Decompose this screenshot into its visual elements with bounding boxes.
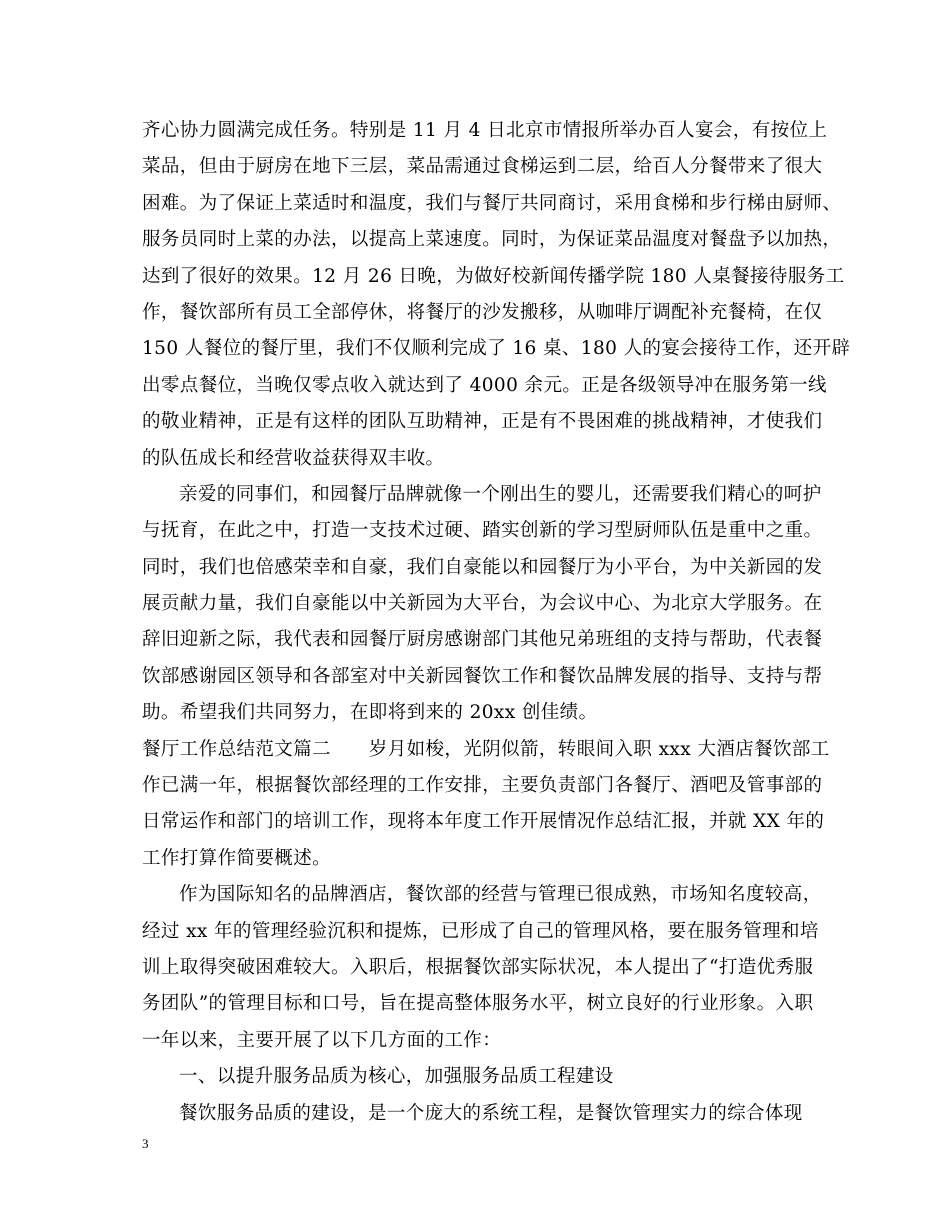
text-line: 作为国际知名的品牌酒店，餐饮部的经营与管理已很成熟，市场知名度较高， bbox=[179, 884, 822, 906]
text-line: 出零点餐位，当晚仅零点收入就达到了 4000 余元。正是各级领导冲在服务第一线 bbox=[142, 374, 827, 396]
text-line: 作，餐饮部所有员工全部停休，将餐厅的沙发搬移，从咖啡厅调配补充餐椅，在仅 bbox=[142, 301, 823, 323]
body-text bbox=[142, 113, 851, 1132]
text-line: 日常运作和部门的培训工作，现将本年度工作开展情况作总结汇报，并就 XX 年的 bbox=[142, 811, 825, 833]
text-line: 辞旧迎新之际，我代表和园餐厅厨房感谢部门其他兄弟班组的支持与帮助，代表餐 bbox=[142, 629, 823, 651]
text-line: 经过 xx 年的管理经验沉积和提炼，已形成了自己的管理风格，要在服务管理和培 bbox=[142, 920, 819, 942]
text-line: 齐心协力圆满完成任务。特别是 11 月 4 日北京市情报所举办百人宴会，有按位上 bbox=[142, 120, 828, 141]
text-line: 的队伍成长和经营收益获得双丰收。 bbox=[142, 447, 445, 469]
text-line: 亲爱的同事们，和园餐厅品牌就像一个刚出生的婴儿，还需要我们精心的呵护 bbox=[179, 483, 822, 505]
text-line: 达到了很好的效果。12 月 26 日晚，为做好校新闻传播学院 180 人桌餐接待服务工 bbox=[142, 265, 845, 287]
text-line: 助。希望我们共同努力，在即将到来的 20xx 创佳绩。 bbox=[142, 702, 598, 724]
page-number: 3 bbox=[142, 1136, 149, 1151]
section-heading-line: 餐厅工作总结范文篇二 岁月如梭，光阴似箭，转眼间入职 xxx 大酒店餐饮部工 bbox=[142, 738, 830, 760]
text-line: 菜品，但由于厨房在地下三层，菜品需通过食梯运到二层，给百人分餐带来了很大 bbox=[142, 156, 823, 178]
text-line: 与抚育，在此之中，打造一支技术过硬、踏实创新的学习型厨师队伍是重中之重。 bbox=[142, 520, 823, 542]
text-line: 展贡献力量，我们自豪能以中关新园为大平台，为会议中心、为北京大学服务。在 bbox=[142, 593, 823, 615]
text-line: 饮部感谢园区领导和各部室对中关新园餐饮工作和餐饮品牌发展的指导、支持与帮 bbox=[142, 665, 823, 687]
text-line: 工作打算作简要概述。 bbox=[142, 847, 332, 869]
text-line: 150 人餐位的餐厅里，我们不仅顺利完成了 16 桌、180 人的宴会接待工作，还开辟 bbox=[142, 338, 851, 360]
text-line: 训上取得突破困难较大。入职后，根据餐饮部实际状况，本人提出了“打造优秀服 bbox=[142, 956, 814, 978]
text-line: 服务员同时上菜的办法，以提高上菜速度。同时，为保证菜品温度对餐盘予以加热， bbox=[142, 229, 842, 251]
text-line: 务团队”的管理目标和口号，旨在提高整体服务水平，树立良好的行业形象。入职 bbox=[142, 993, 814, 1015]
text-line: 同时，我们也倍感荣幸和自豪，我们自豪能以和园餐厅为小平台，为中关新园的发 bbox=[142, 556, 823, 578]
text-line: 的敬业精神，正是有这样的团队互助精神，正是有不畏困难的挑战精神，才使我们 bbox=[142, 411, 823, 433]
subheading-line: 一、以提升服务品质为核心，加强服务品质工程建设 bbox=[179, 1066, 614, 1088]
text-line: 一年以来，主要开展了以下几方面的工作： bbox=[142, 1029, 502, 1051]
text-line: 作已满一年，根据餐饮部经理的工作安排，主要负责部门各餐厅、酒吧及管事部的 bbox=[142, 775, 823, 797]
text-line: 困难。为了保证上菜适时和温度，我们与餐厅共同商讨，采用食梯和步行梯由厨师、 bbox=[142, 192, 842, 214]
text-line: 餐饮服务品质的建设，是一个庞大的系统工程，是餐饮管理实力的综合体现 bbox=[179, 1102, 803, 1124]
